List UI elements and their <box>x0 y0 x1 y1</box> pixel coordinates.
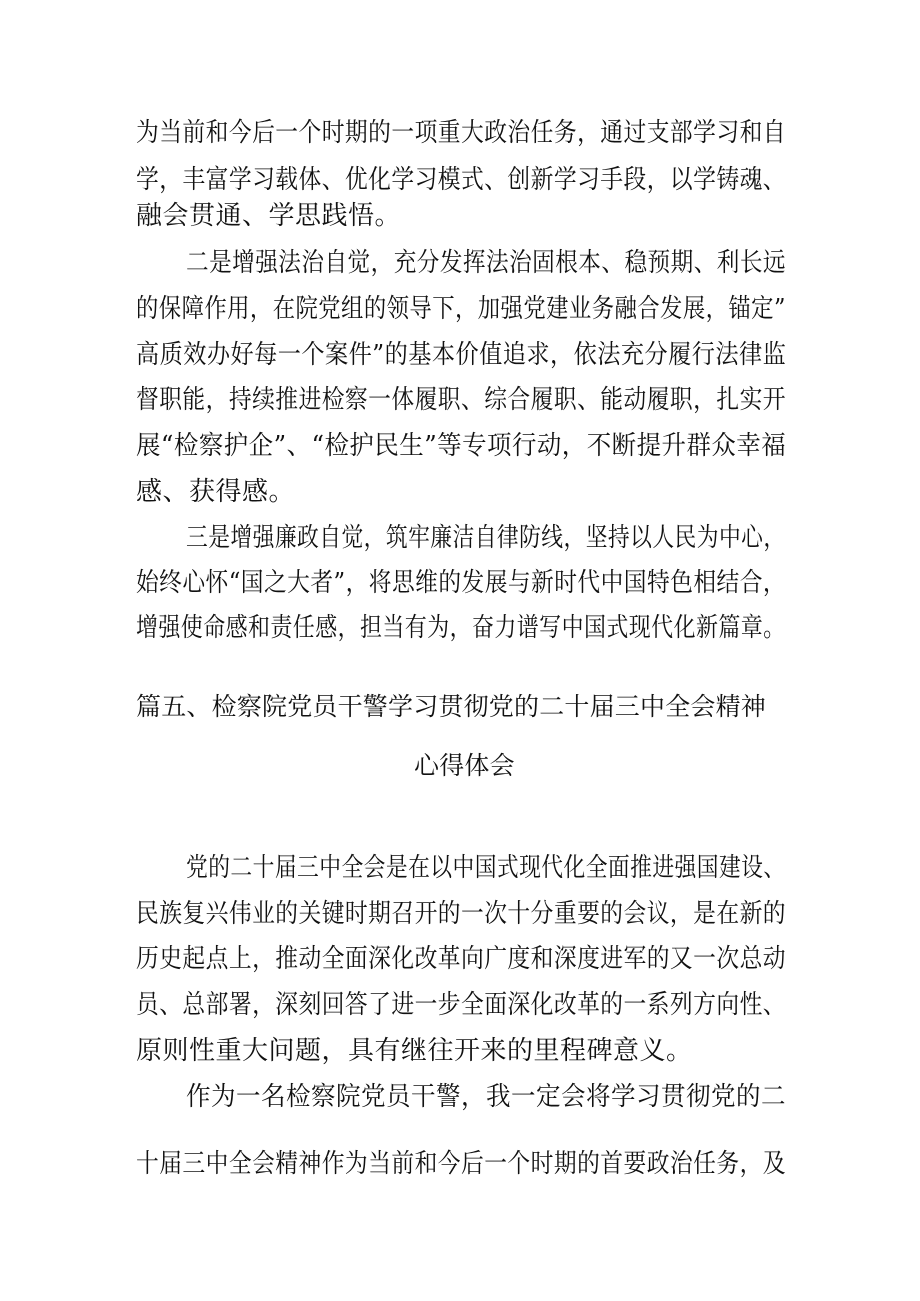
point-two-line: 督职能，持续推进检察一体履职、综合履职、能动履职，扎实开 <box>136 385 787 415</box>
body-text-line: 融会贯通、学思践悟。 <box>136 201 402 231</box>
body-text-line: 学，丰富学习载体、优化学习模式、创新学习手段，以学铸魂、 <box>136 165 787 195</box>
paragraph-line: 原则性重大问题，具有继往开来的里程碑意义。 <box>136 1036 693 1066</box>
section-subtitle: 心得体会 <box>414 751 515 780</box>
paragraph-line: 作为一名检察院党员干警，我一定会将学习贯彻党的二 <box>186 1082 787 1112</box>
point-three-line: 增强使命感和责任感，担当有为，奋力谱写中国式现代化新篇章。 <box>136 613 786 643</box>
section-title: 篇五、检察院党员干警学习贯彻党的二十届三中全会精神 <box>136 692 767 721</box>
point-two-line: 高质效办好每一个案件”的基本价值追求，依法充分履行法律监 <box>136 340 787 370</box>
paragraph-line: 党的二十届三中全会是在以中国式现代化全面推进强国建设、 <box>186 853 786 883</box>
point-three-line: 始终心怀“国之大者”，将思维的发展与新时代中国特色相结合， <box>136 568 787 598</box>
body-text-line: 为当前和今后一个时期的一项重大政治任务，通过支部学习和自 <box>136 118 787 148</box>
paragraph-line: 十届三中全会精神作为当前和今后一个时期的首要政治任务，及 <box>136 1149 787 1179</box>
point-two-line: 展“检察护企”、“检护民生”等专项行动，不断提升群众幸福 <box>136 431 787 461</box>
paragraph-line: 历史起点上，推动全面深化改革向广度和深度进军的又一次总动 <box>136 944 787 974</box>
point-two-line: 的保障作用，在院党组的领导下，加强党建业务融合发展，锚定” <box>136 294 786 324</box>
paragraph-line: 员、总部署，深刻回答了进一步全面深化改革的一系列方向性、 <box>136 990 787 1020</box>
point-three-line: 三是增强廉政自觉，筑牢廉洁自律防线，坚持以人民为中心， <box>186 523 786 553</box>
point-two-line: 感、获得感。 <box>136 477 296 507</box>
paragraph-line: 民族复兴伟业的关键时期召开的一次十分重要的会议，是在新的 <box>136 899 787 929</box>
point-two-line: 二是增强法治自觉，充分发挥法治固根本、稳预期、利长远 <box>186 248 787 278</box>
